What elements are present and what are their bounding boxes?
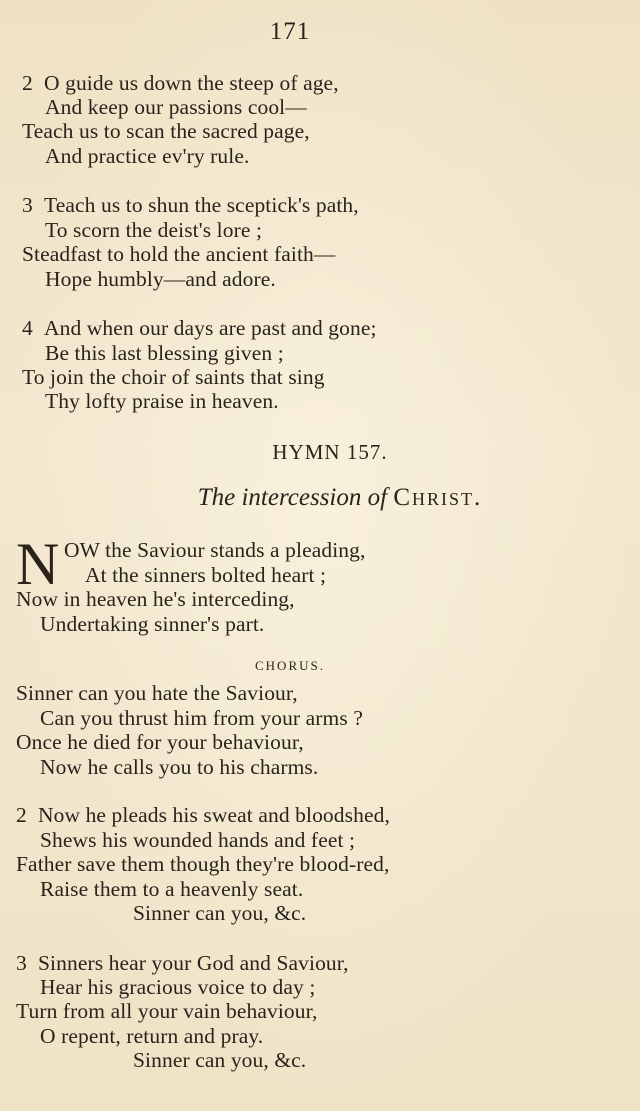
- chorus-line: Once he died for your behaviour,: [16, 730, 304, 754]
- hymn-line: Shews his wounded hands and feet ;: [40, 828, 356, 852]
- stanza-line: Teach us to scan the sacred page,: [22, 119, 310, 143]
- hymn-line: 2 Now he pleads his sweat and bloodshed,: [16, 803, 390, 827]
- hymn-line: Hear his gracious voice to day ;: [40, 975, 316, 999]
- hymn-subtitle: [0, 484, 640, 512]
- stanza-line: To join the choir of saints that sing: [22, 365, 325, 389]
- hymn-line: At the sinners bolted heart ;: [85, 563, 327, 587]
- stanza-line: And keep our passions cool—: [45, 95, 307, 119]
- stanza-line: To scorn the deist's lore ;: [45, 218, 263, 242]
- stanza-line: 4 And when our days are past and gone;: [22, 316, 377, 340]
- hymn-line: Raise them to a heavenly seat.: [40, 877, 304, 901]
- stanza-number: 2: [16, 803, 27, 827]
- chorus-label: CHORUS.: [255, 658, 325, 673]
- refrain-line: Sinner can you, &c.: [133, 901, 307, 925]
- hymn-line: Turn from all your vain behaviour,: [16, 999, 318, 1023]
- stanza-number: 2: [22, 71, 33, 95]
- hymn-line: Now in heaven he's interceding,: [16, 587, 295, 611]
- stanza-line: Thy lofty praise in heaven.: [45, 389, 279, 413]
- stanza-number: 3: [16, 951, 27, 975]
- page-number: 171: [269, 18, 311, 45]
- chorus-line: Now he calls you to his charms.: [40, 755, 319, 779]
- stanza-number: 4: [22, 316, 33, 340]
- stanza-line: Steadfast to hold the ancient faith—: [22, 242, 336, 266]
- hymn-line: Undertaking sinner's part.: [40, 612, 265, 636]
- hymn-subtitle-caps: Christ.: [393, 484, 483, 511]
- chorus-line: Sinner can you hate the Saviour,: [16, 681, 298, 705]
- stanza-line: Hope humbly—and adore.: [45, 267, 276, 291]
- hymn-line: O repent, return and pray.: [40, 1024, 264, 1048]
- refrain-line: Sinner can you, &c.: [133, 1048, 307, 1072]
- stanza-line: 2 O guide us down the steep of age,: [22, 71, 339, 95]
- stanza-line: And practice ev'ry rule.: [45, 144, 250, 168]
- hymn-heading: HYMN 157.: [272, 440, 388, 464]
- stanza-number: 3: [22, 193, 33, 217]
- stanza-line: Be this last blessing given ;: [45, 341, 284, 365]
- hymn-line: OW the Saviour stands a pleading,: [64, 538, 366, 562]
- hymn-line: 3 Sinners hear your God and Saviour,: [16, 951, 349, 975]
- stanza-line: 3 Teach us to shun the sceptick's path,: [22, 193, 359, 217]
- drop-cap: N: [16, 531, 60, 597]
- hymn-subtitle-italic: The intercession of: [197, 484, 388, 511]
- chorus-line: Can you thrust him from your arms ?: [40, 706, 363, 730]
- hymn-line: Father save them though they're blood-red,: [16, 852, 390, 876]
